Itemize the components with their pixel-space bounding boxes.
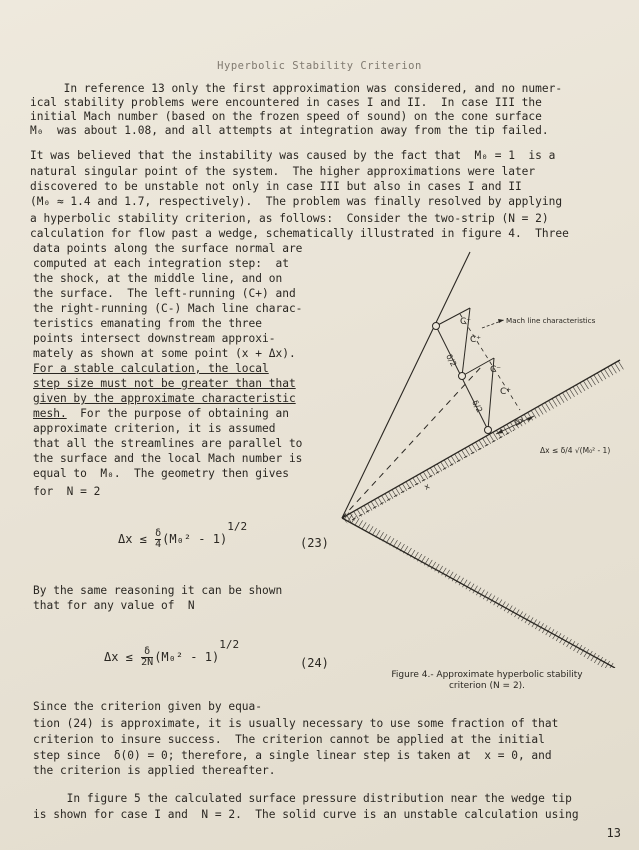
mach-line-label: Mach line characteristics bbox=[506, 316, 596, 325]
text-line: initial Mach number (based on the frozen speed of sound) on the cone surface bbox=[30, 110, 542, 123]
eq-power: 1/2 bbox=[219, 638, 240, 651]
text-line: natural singular point of the system. The higher approximations were later bbox=[30, 165, 536, 178]
wedge-lower-hatching bbox=[342, 512, 615, 668]
c-minus-label: C⁻ bbox=[460, 317, 472, 327]
text-line: approximate criterion, it is assumed bbox=[33, 422, 276, 435]
underlined-text-line: step size must not be greater than that bbox=[33, 377, 296, 390]
middle-point bbox=[459, 373, 466, 380]
page-number: 13 bbox=[606, 826, 621, 840]
wedge-upper-hatching bbox=[342, 360, 624, 524]
surface-point bbox=[485, 427, 492, 434]
running-header: Hyperbolic Stability Criterion bbox=[217, 60, 422, 72]
eq-numerator: δ bbox=[141, 647, 153, 658]
text-line: the surface. The left-running (C+) and bbox=[33, 287, 296, 300]
figure-caption: Figure 4.- Approximate hyperbolic stability criterion (N = 2). bbox=[391, 670, 583, 691]
text-line: tion (24) is approximate, it is usually necessary to use some fraction of that bbox=[33, 717, 559, 730]
text-line: equal to M₀. The geometry then gives bbox=[33, 467, 289, 480]
equation-24 bbox=[104, 638, 240, 668]
text-line: teristics emanating from the three bbox=[33, 317, 263, 330]
text-line: points intersect downstream approxi- bbox=[33, 332, 276, 345]
text-line: By the same reasoning it can be shown bbox=[33, 584, 283, 597]
underlined-text-line: For a stable calculation, the local bbox=[33, 362, 269, 375]
text-line: ical stability problems were encountered in cases I and II. In case III the bbox=[30, 96, 542, 109]
c-plus-label: C⁺ bbox=[500, 387, 512, 397]
delta-half-label: δ/2 bbox=[470, 398, 485, 415]
text-line: discovered to be unstable not only in case III but also in cases I and II bbox=[30, 180, 522, 193]
c-plus-label: C⁺ bbox=[470, 335, 482, 345]
equation-23 bbox=[118, 520, 248, 550]
eq-body: (M₀² - 1) bbox=[154, 650, 220, 664]
dx-label: Δx bbox=[512, 415, 526, 428]
wedge-upper-surface bbox=[342, 360, 620, 518]
text-line: that for any value of N bbox=[33, 599, 195, 612]
underlined-word: mesh. bbox=[33, 407, 67, 420]
text-line: M₀ was about 1.08, and all attempts at integration away from the tip failed. bbox=[30, 124, 549, 137]
text-line: In figure 5 the calculated surface pressure distribution near the wedge tip bbox=[33, 792, 572, 805]
eq-denominator: 4 bbox=[155, 539, 162, 550]
equation-number-23: (23) bbox=[300, 536, 329, 550]
text-line: the shock, at the middle line, and on bbox=[33, 272, 283, 285]
text-line: It was believed that the instability was caused by the fact that M₀ = 1 is a bbox=[30, 149, 556, 162]
text-line: mately as shown at some point (x + Δx). bbox=[33, 347, 296, 360]
text-line: data points along the surface normal are bbox=[33, 242, 303, 255]
eq-power: 1/2 bbox=[227, 520, 248, 533]
criterion-formula-label: Δx ≤ δ/4 √(M₀² - 1) bbox=[540, 446, 611, 455]
text-line: the surface and the local Mach number is bbox=[33, 452, 303, 465]
shock-point bbox=[433, 323, 440, 330]
text-line: is shown for case I and N = 2. The solid curve is an unstable calculation using bbox=[33, 808, 579, 821]
text-line: Since the criterion given by equa- bbox=[33, 700, 263, 713]
eq-lhs: Δx ≤ bbox=[104, 650, 133, 664]
wedge-lower-surface bbox=[342, 518, 615, 668]
label-arrowhead bbox=[498, 319, 504, 323]
text-line: the criterion is applied thereafter. bbox=[33, 764, 276, 777]
eq-fraction bbox=[155, 529, 161, 550]
text-line: that all the streamlines are parallel to bbox=[33, 437, 303, 450]
text-line: a hyperbolic stability criterion, as follows: Consider the two-strip (N = 2) bbox=[30, 212, 549, 225]
text-line-mixed bbox=[33, 407, 289, 421]
text-line: step since δ(0) = 0; therefore, a single linear step is taken at x = 0, and bbox=[33, 749, 552, 762]
eq-numerator: δ bbox=[155, 528, 162, 539]
x-label: x bbox=[422, 481, 432, 492]
text-line: the right-running (C-) Mach line charac- bbox=[33, 302, 303, 315]
middle-line bbox=[342, 366, 485, 518]
eq-body: (M₀² - 1) bbox=[162, 532, 228, 546]
eq-lhs: Δx ≤ bbox=[118, 532, 147, 546]
text-line: calculation for flow past a wedge, schematically illustrated in figure 4. Three bbox=[30, 227, 569, 240]
underlined-text-line: given by the approximate characteristic bbox=[33, 392, 296, 405]
text-line: criterion to insure success. The criterion cannot be applied at the initial bbox=[33, 733, 545, 746]
figure-4-diagram bbox=[330, 240, 630, 668]
c-minus-label: C⁻ bbox=[490, 365, 502, 375]
shock-line bbox=[342, 252, 470, 518]
eq-denominator: 2N bbox=[141, 657, 154, 668]
text-line: (M₀ ≈ 1.4 and 1.7, respectively). The problem was finally resolved by applying bbox=[30, 195, 563, 208]
equation-number-24: (24) bbox=[300, 656, 329, 670]
text-line: computed at each integration step: at bbox=[33, 257, 289, 270]
text-line: for N = 2 bbox=[33, 485, 101, 498]
eq-fraction bbox=[141, 647, 153, 668]
delta-half-label: δ/2 bbox=[444, 352, 459, 369]
text-line: In reference 13 only the first approximation was considered, and no numer- bbox=[30, 82, 563, 95]
text-run: For the purpose of obtaining an bbox=[66, 407, 289, 420]
